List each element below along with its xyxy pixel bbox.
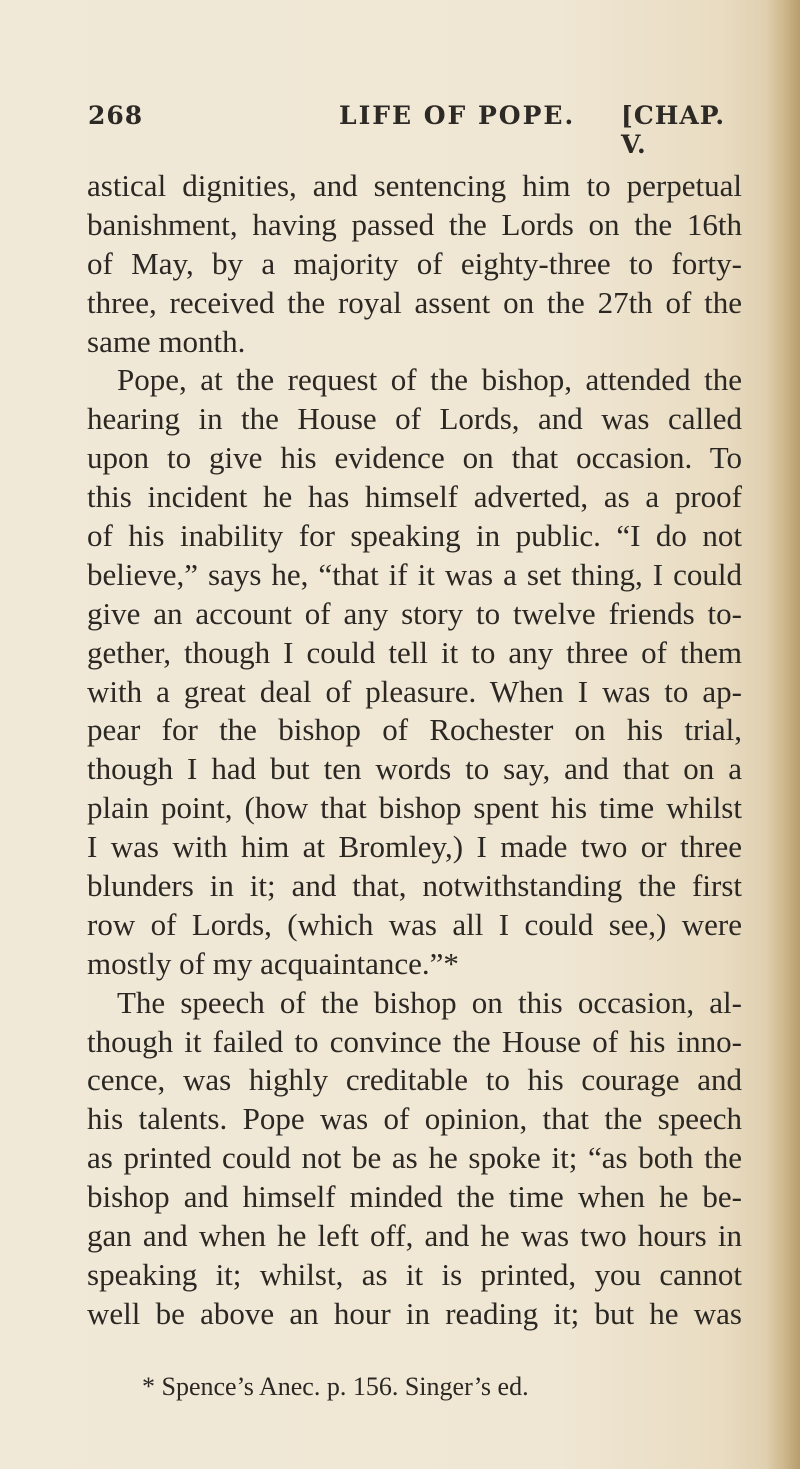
text-line: Pope, at the request of the bishop, attended the [117,362,742,398]
text-line: The speech of the bishop on this occasion, al- [117,984,742,1020]
page-edge-shadow [766,0,800,1469]
text-line: I was with him at Bromley,) I made two or three [87,829,742,865]
text-line: hearing in the House of Lords, and was called [87,401,742,437]
text-line: blunders in it; and that, notwithstanding the first [87,868,742,904]
text-line: this incident he has himself adverted, as a proof [87,479,742,515]
text-line: bishop and himself minded the time when he be- [87,1179,742,1215]
text-line: upon to give his evidence on that occasion. To [87,440,742,476]
body-text [87,167,742,1334]
footnote: * Spence’s Anec. p. 156. Singer’s ed. [142,1372,529,1401]
text-line: with a great deal of pleasure. When I was to ap- [87,673,742,709]
text-line: though I had but ten words to say, and that on a [87,751,742,787]
text-line: banishment, having passed the Lords on the 16th [87,206,742,242]
text-line: pear for the bishop of Rochester on his trial, [87,712,742,748]
text-line: well be above an hour in reading it; but he was [87,1295,742,1331]
text-line: same month. [87,323,246,359]
text-line: cence, was highly creditable to his courage and [87,1062,742,1098]
text-line: gether, though I could tell it to any three of them [87,634,742,670]
chapter-label: [CHAP. V. [621,101,726,159]
text-line: give an account of any story to twelve friends to- [87,595,742,631]
text-line: of his inability for speaking in public. “I do not [87,518,742,554]
text-line: row of Lords, (which was all I could see,) were [87,906,742,942]
text-line: of May, by a majority of eighty-three to forty- [87,245,742,281]
running-title: LIFE OF POPE. [339,101,576,130]
text-line: three, received the royal assent on the 27th of the [87,284,742,320]
text-line: astical dignities, and sentencing him to perpetual [87,168,742,203]
text-line: plain point, (how that bishop spent his time whilst [87,790,742,826]
text-line: speaking it; whilst, as it is printed, you cannot [87,1256,742,1292]
running-header [88,101,748,159]
text-line: believe,” says he, “that if it was a set thing, I could [87,556,742,592]
text-line: his talents. Pope was of opinion, that the speech [87,1101,742,1137]
text-line: gan and when he left off, and he was two hours in [87,1218,742,1254]
text-line: as printed could not be as he spoke it; “as both the [87,1140,742,1176]
page-number: 268 [88,101,144,130]
text-line: though it failed to convince the House of his inno- [87,1023,742,1059]
text-line: mostly of my acquaintance.”* [87,945,459,981]
